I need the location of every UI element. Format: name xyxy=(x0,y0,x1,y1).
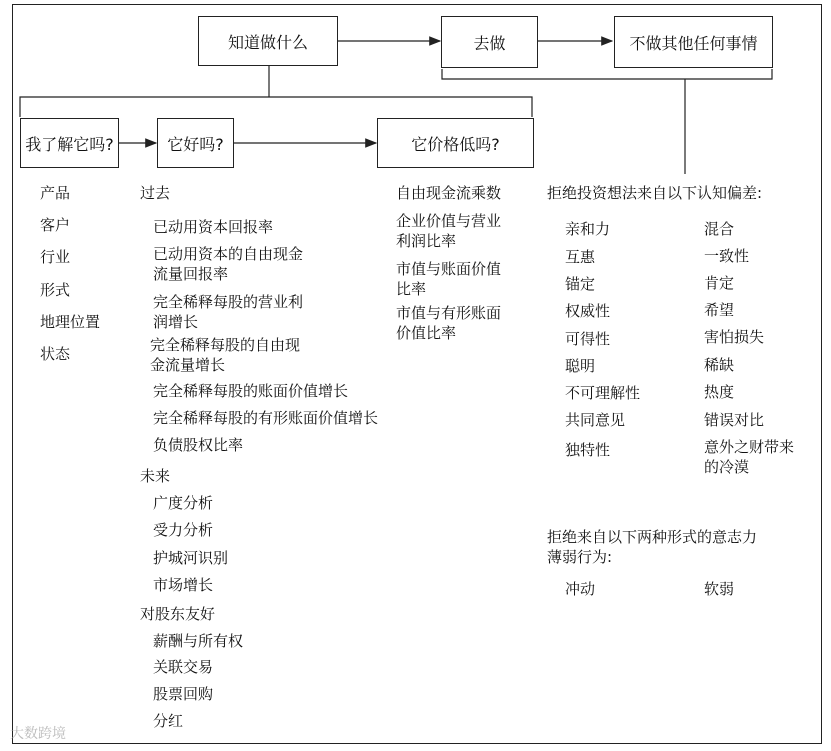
willpower-heading: 拒绝来自以下两种形式的意志力 薄弱行为: xyxy=(547,528,758,566)
shareholder-item: 分红 xyxy=(153,712,184,730)
bias-item: 可得性 xyxy=(565,330,611,348)
bias-item: 锚定 xyxy=(565,275,596,293)
box-do-it: 去做 xyxy=(441,16,538,68)
bracket-do-nothing xyxy=(442,69,772,79)
cheap-item: 企业价值与营业 利润比率 xyxy=(396,212,502,250)
future-item: 市场增长 xyxy=(153,576,214,594)
shareholder-item: 薪酬与所有权 xyxy=(153,632,244,650)
past-item: 完全稀释每股的有形账面价值增长 xyxy=(153,409,379,427)
future-item: 广度分析 xyxy=(153,494,214,512)
future-item: 受力分析 xyxy=(153,521,214,539)
box-understand: 我了解它吗? xyxy=(20,118,119,168)
bias-item: 害怕损失 xyxy=(704,328,765,346)
past-item: 负债股权比率 xyxy=(153,436,244,454)
shareholder-item: 关联交易 xyxy=(153,658,214,676)
future-heading: 未来 xyxy=(140,467,171,485)
bias-item: 不可理解性 xyxy=(565,384,641,402)
watermark: 大数跨境 xyxy=(10,726,66,742)
box-cheap: 它价格低吗? xyxy=(377,118,534,168)
future-item: 护城河识别 xyxy=(153,549,229,567)
understand-item: 状态 xyxy=(40,345,71,363)
cheap-item: 市值与有形账面 价值比率 xyxy=(396,304,502,342)
past-item: 已动用资本回报率 xyxy=(153,218,274,236)
bias-item: 希望 xyxy=(704,301,735,319)
past-item: 已动用资本的自由现金 流量回报率 xyxy=(153,245,304,283)
past-item: 完全稀释每股的账面价值增长 xyxy=(153,382,349,400)
bias-item: 意外之财带来 的冷漠 xyxy=(704,438,795,476)
bias-item: 错误对比 xyxy=(704,411,765,429)
bias-item: 亲和力 xyxy=(565,220,611,238)
bias-item: 一致性 xyxy=(704,247,750,265)
cheap-item: 自由现金流乘数 xyxy=(396,184,502,202)
past-heading: 过去 xyxy=(140,184,171,202)
shareholder-heading: 对股东友好 xyxy=(140,605,216,623)
past-item: 完全稀释每股的自由现 金流量增长 xyxy=(150,336,301,374)
past-item: 完全稀释每股的营业利 润增长 xyxy=(153,293,304,331)
bias-item: 共同意见 xyxy=(565,411,626,429)
box-know-what-to-do: 知道做什么 xyxy=(198,16,338,66)
bias-item: 稀缺 xyxy=(704,356,735,374)
bias-item: 肯定 xyxy=(704,274,735,292)
bias-item: 混合 xyxy=(704,220,735,238)
willpower-item: 软弱 xyxy=(704,580,735,598)
bias-item: 热度 xyxy=(704,383,735,401)
understand-item: 行业 xyxy=(40,248,71,266)
shareholder-item: 股票回购 xyxy=(153,685,214,703)
box-nothing-else: 不做其他任何事情 xyxy=(614,16,773,68)
understand-item: 客户 xyxy=(40,216,71,234)
cheap-item: 市值与账面价值 比率 xyxy=(396,260,502,298)
understand-item: 产品 xyxy=(40,184,71,202)
bias-item: 独特性 xyxy=(565,441,611,459)
bias-item: 互惠 xyxy=(565,248,596,266)
understand-item: 地理位置 xyxy=(40,313,101,331)
understand-item: 形式 xyxy=(40,281,71,299)
bracket-know xyxy=(20,97,532,117)
bias-item: 聪明 xyxy=(565,357,596,375)
bias-item: 权威性 xyxy=(565,302,611,320)
box-good: 它好吗? xyxy=(157,118,234,168)
willpower-item: 冲动 xyxy=(565,580,596,598)
bias-heading: 拒绝投资想法来自以下认知偏差: xyxy=(547,184,763,202)
